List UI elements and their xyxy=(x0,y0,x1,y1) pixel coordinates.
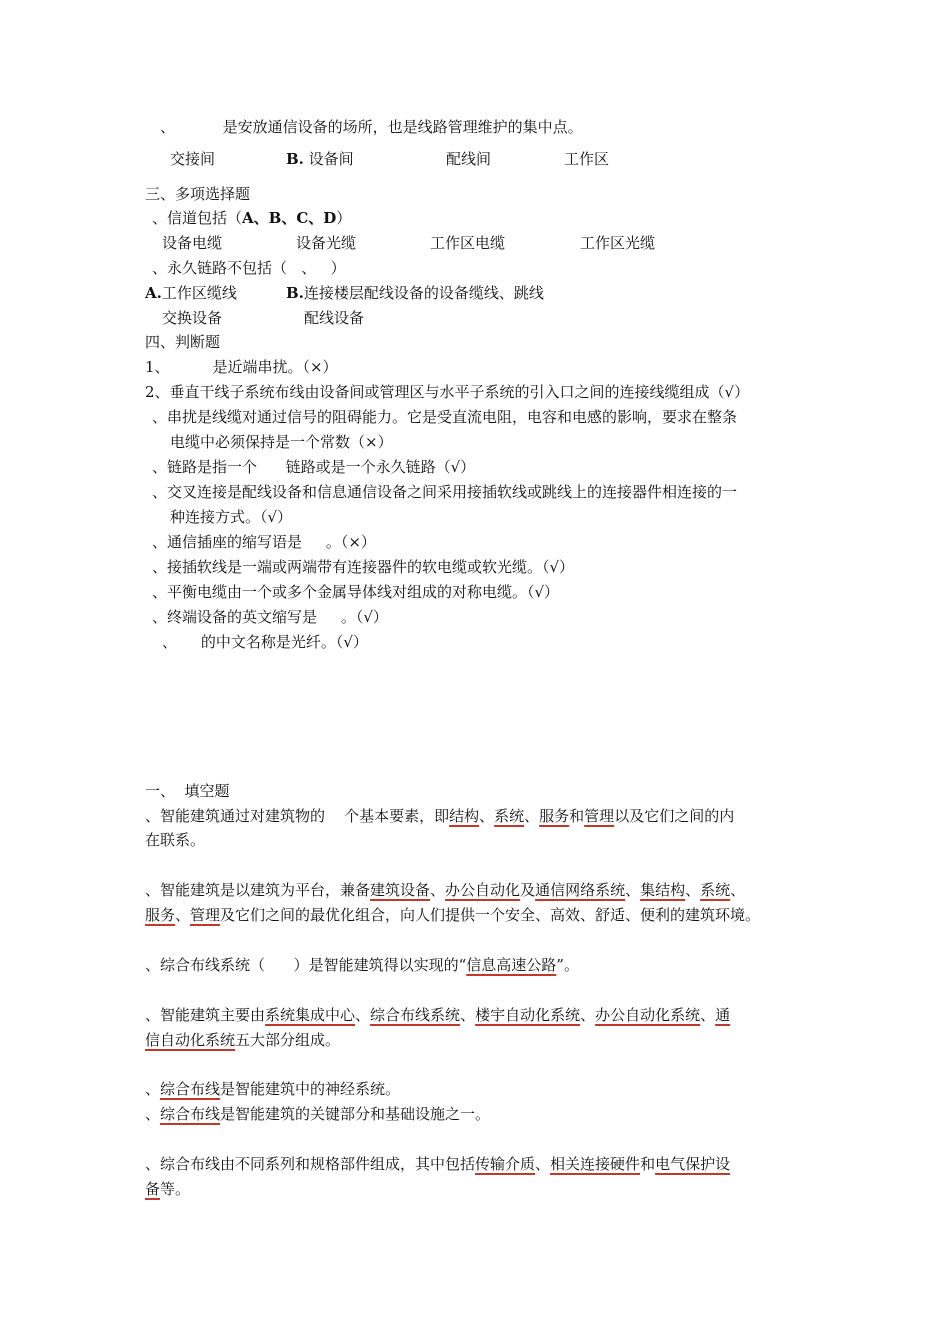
judge-item: 、链路是指一个 链路或是一个永久链路（√） xyxy=(152,458,476,476)
fill-paragraph-5: 、综合布线是智能建筑中的神经系统。 xyxy=(145,1080,401,1098)
section-title-multi: 三、多项选择题 xyxy=(145,185,251,203)
multi-q1-opt2: 设备光缆 xyxy=(296,234,357,252)
fill-paragraph-6: 、综合布线是智能建筑的关键部分和基础设施之一。 xyxy=(145,1105,491,1123)
fill-paragraph-1-cont: 在联系。 xyxy=(145,831,206,849)
judge-item: 、接插软线是一端或两端带有连接器件的软电缆或软光缆。（√） xyxy=(152,558,575,576)
fill-paragraph-2-cont: 服务、管理及它们之间的最优化组合，向人们提供一个安全、高效、舒适、便利的建筑环境。 xyxy=(145,906,761,924)
section-title-judge: 四、判断题 xyxy=(145,333,221,351)
multi-q2-opt-c: 交换设备 xyxy=(162,309,223,327)
judge-item: 、交叉连接是配线设备和信息通信设备之间采用接插软线或跳线上的连接器件相连接的一 xyxy=(152,483,738,501)
multi-q1: 、信道包括（A、B、C、D） xyxy=(152,209,352,227)
fill-paragraph-4-cont: 信自动化系统五大部分组成。 xyxy=(145,1031,341,1049)
section-title-fill: 一、 填空题 xyxy=(145,782,230,800)
fill-paragraph-2: 、智能建筑是以建筑为平台，兼备建筑设备、办公自动化及通信网络系统、集结构、系统、 xyxy=(145,881,746,899)
judge-item: 、终端设备的英文缩写是 。（√） xyxy=(152,608,388,626)
multi-q1-opt4: 工作区光缆 xyxy=(580,234,656,252)
multi-q2-opt-a: A.工作区缆线 xyxy=(145,284,237,302)
option-d: 工作区 xyxy=(564,150,610,168)
judge-item-continuation: 种连接方式。（√） xyxy=(170,508,293,526)
fill-paragraph-7: 、综合布线由不同系列和规格部件组成，其中包括传输介质、相关连接硬件和电气保护设 xyxy=(145,1155,731,1173)
judge-item: 、通信插座的缩写语是 。（×） xyxy=(152,533,376,551)
judge-item-continuation: 电缆中必须保持是一个常数（×） xyxy=(170,433,393,451)
judge-item: 、平衡电缆由一个或多个金属导体线对组成的对称电缆。（√） xyxy=(152,583,560,601)
judge-item: 2、垂直干线子系统布线由设备间或管理区与水平子系统的引入口之间的连接线缆组成（√） xyxy=(145,383,750,401)
judge-item: 、 的中文名称是光纤。（√） xyxy=(162,633,368,651)
option-c: 配线间 xyxy=(446,150,492,168)
fill-paragraph-7-cont: 备等。 xyxy=(145,1180,191,1198)
judge-item: 1、 是近端串扰。（×） xyxy=(145,358,338,376)
question-stem: 、 是安放通信设备的场所，也是线路管理维护的集中点。 xyxy=(160,118,583,136)
multi-q2-opt-b: B.连接楼层配线设备的设备缆线、跳线 xyxy=(286,284,544,302)
multi-q2-opt-d: 配线设备 xyxy=(304,309,365,327)
multi-q1-opt3: 工作区电缆 xyxy=(430,234,506,252)
fill-paragraph-1: 、智能建筑通过对建筑物的 个基本要素，即结构、系统、服务和管理以及它们之间的内 xyxy=(145,807,735,825)
option-a: 交接间 xyxy=(170,150,216,168)
fill-paragraph-3: 、综合布线系统（ ）是智能建筑得以实现的“信息高速公路”。 xyxy=(145,956,579,974)
multi-q2: 、永久链路不包括（ 、 ） xyxy=(152,259,346,277)
option-b: B. 设备间 xyxy=(286,150,354,168)
fill-paragraph-4: 、智能建筑主要由系统集成中心、综合布线系统、楼宇自动化系统、办公自动化系统、通 xyxy=(145,1006,731,1024)
multi-q1-opt1: 设备电缆 xyxy=(162,234,223,252)
judge-item: 、串扰是线缆对通过信号的阻碍能力。它是受直流电阻，电容和电感的影响，要求在整条 xyxy=(152,408,738,426)
